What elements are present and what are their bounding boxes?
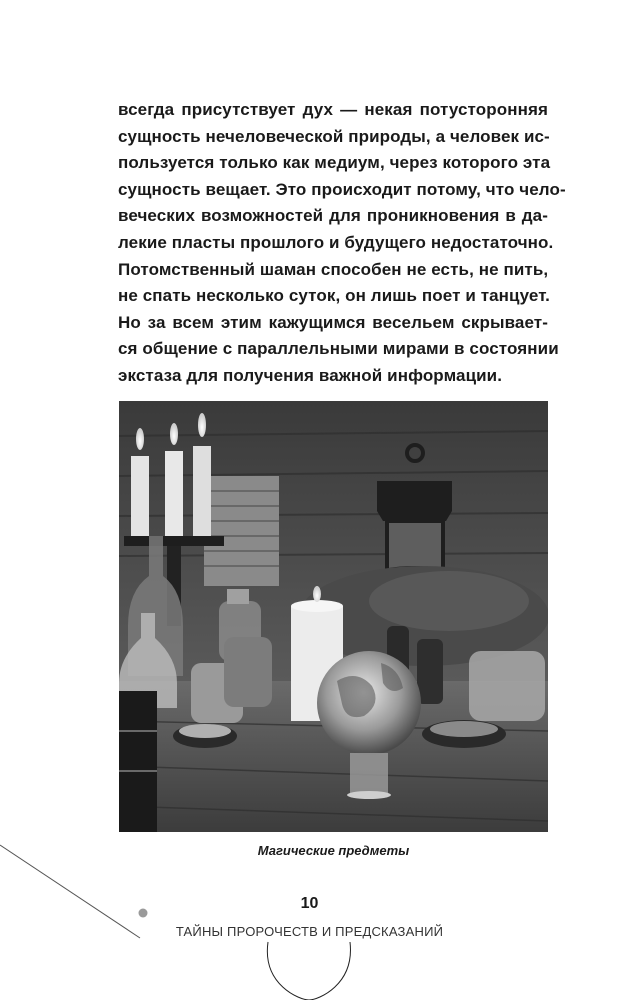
text-line: не спать несколько суток, он лишь поет и танцует. [118, 286, 551, 306]
photo-caption: Магические предметы [257, 843, 410, 858]
text-line: Но за всем этим кажущимся весельем скрывает- [118, 312, 548, 332]
text-line: сущность вещает. Это происходит потому, что чело- [118, 179, 566, 199]
text-line: экстаза для получения важной информации. [118, 365, 503, 385]
text-line: веческих возможностей для проникновения в да- [118, 206, 548, 226]
text-line: всегда присутствует дух — некая потусторонняя [118, 100, 548, 119]
text-line: лекие пласты прошлого и будущего недостаточно. [118, 232, 554, 252]
text-line: пользуется только как медиум, через которого эта [118, 153, 551, 173]
text-line: сущность нечеловеческой природы, а человек ис- [118, 126, 550, 146]
text-line: Потомственный шаман способен не есть, не пить, [118, 259, 549, 279]
text-line: ся общение с параллельными мирами в состоянии [118, 339, 559, 359]
page-number: 10 [300, 895, 319, 912]
running-title: ТАЙНЫ ПРОРОЧЕСТВ И ПРЕДСКАЗАНИЙ [175, 924, 444, 939]
